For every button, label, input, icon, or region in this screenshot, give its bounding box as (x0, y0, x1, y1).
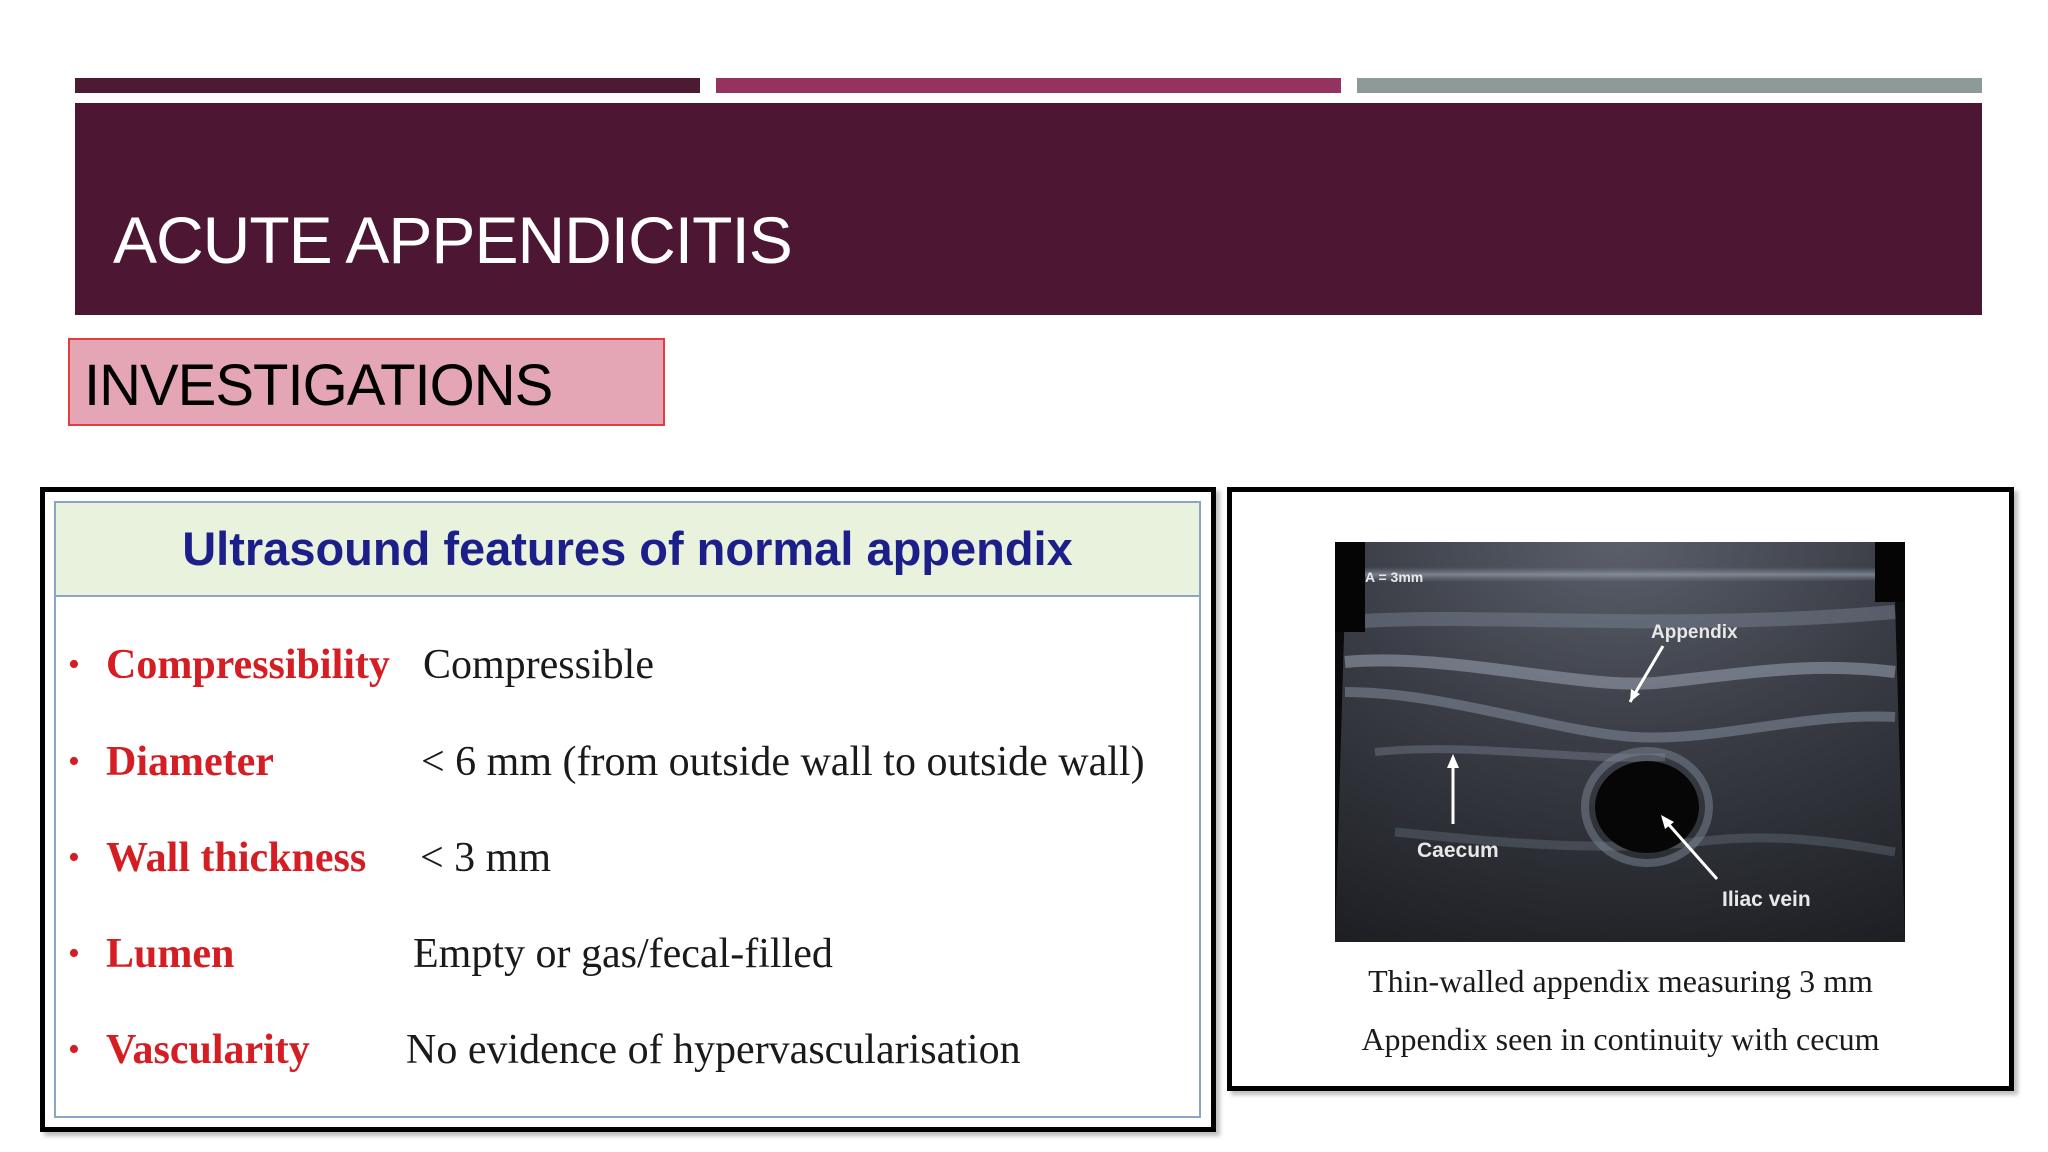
table-row (56, 635, 1199, 695)
table-heading-band (56, 503, 1199, 597)
slide-title: ACUTE APPENDICITIS (113, 203, 792, 277)
scale-text: A = 3mm (1365, 569, 1424, 585)
accent-bar-magenta (716, 78, 1341, 93)
row-value: Compressible (423, 642, 654, 688)
figure-caption-line-1: Thin-walled appendix measuring 3 mm (1368, 963, 1873, 999)
row-value: < 6 mm (from outside wall to outside wall) (421, 739, 1145, 785)
table-heading: Ultrasound features of normal appendix (182, 522, 1073, 575)
accent-bar-gray (1357, 78, 1982, 93)
row-label: Compressibility (106, 642, 390, 688)
table-row (56, 924, 1199, 984)
caecum-label: Caecum (1417, 839, 1499, 862)
row-label: Wall thickness (106, 835, 367, 881)
row-label: Vascularity (106, 1027, 310, 1073)
bullet-icon: • (68, 646, 80, 683)
table-row (56, 732, 1199, 792)
row-value: No evidence of hypervascularisation (406, 1027, 1021, 1073)
bullet-icon: • (68, 935, 80, 972)
ultrasound-figure-frame (1227, 487, 2014, 1091)
table-row (56, 828, 1199, 888)
features-table (54, 501, 1201, 1118)
row-value: Empty or gas/fecal-filled (413, 931, 833, 977)
appendix-label: Appendix (1651, 622, 1738, 643)
row-label: Diameter (106, 739, 274, 785)
section-label: INVESTIGATIONS (84, 353, 553, 418)
bullet-icon: • (68, 839, 80, 876)
row-label: Lumen (106, 931, 235, 977)
section-label-box (68, 338, 665, 426)
table-row (56, 1020, 1199, 1080)
accent-bar-dark (75, 78, 700, 93)
title-band (75, 103, 1982, 315)
iliac-vein-label: Iliac vein (1722, 888, 1811, 911)
figure-caption-line-2: Appendix seen in continuity with cecum (1361, 1021, 1880, 1057)
row-value: < 3 mm (420, 835, 552, 881)
bullet-icon: • (68, 743, 80, 780)
features-table-frame (40, 487, 1216, 1132)
ultrasound-scan (1335, 542, 1905, 942)
bullet-icon: • (68, 1031, 80, 1068)
ultrasound-image (1335, 542, 1905, 942)
